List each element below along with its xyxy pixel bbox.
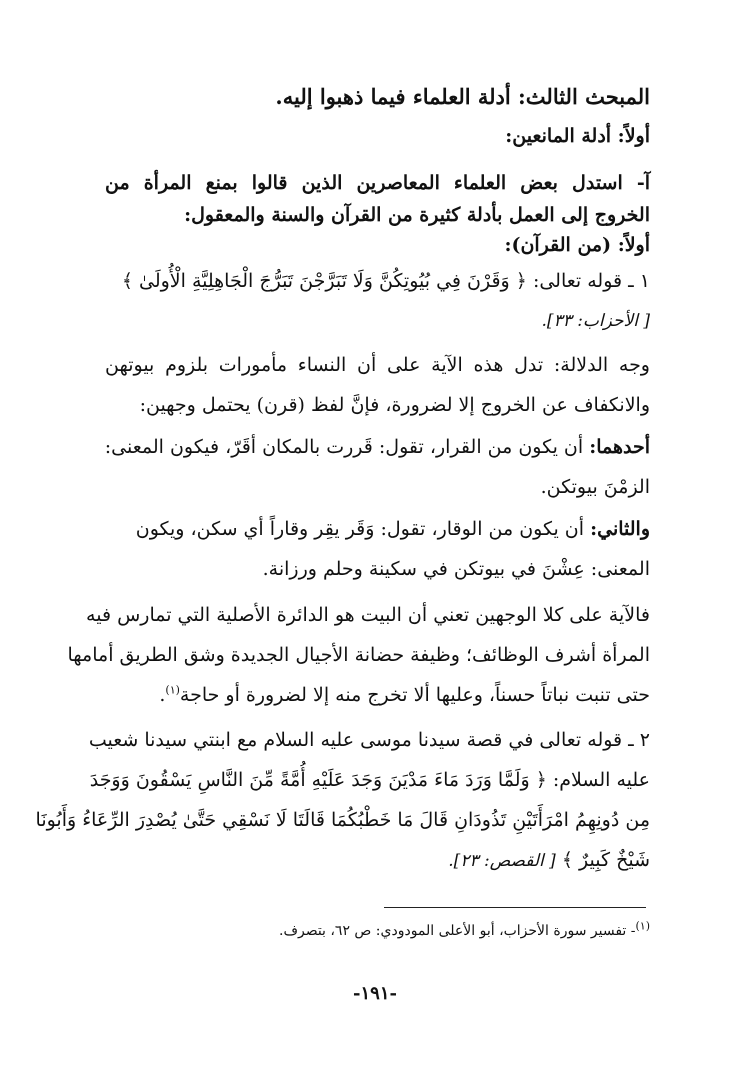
house-line-3-text: حتى تنبت نباتاً حسناً، وعليها ألا تخرج منه إلا لضرورة أو حاجة xyxy=(179,684,650,706)
house-line-2: المرأة أشرف الوظائف؛ وظيفة حضانة الأجيال الجديدة وشق الطريق أمامها xyxy=(67,644,650,666)
section-heading: المبحث الثالث: أدلة العلماء فيما ذهبوا إليه. xyxy=(275,84,650,109)
evidence-2-line-2 xyxy=(89,765,650,795)
second-meaning-line-1 xyxy=(105,514,650,544)
first-meaning-label: أحدهما: xyxy=(589,436,650,458)
house-line-3: حتى تنبت نباتاً حسناً، وعليها ألا تخرج منه إلا لضرورة أو حاجة$^{(١)}$. xyxy=(159,683,650,706)
subheading-opponents: أولاً: أدلة المانعين: xyxy=(505,125,650,147)
footnote xyxy=(105,920,650,942)
evidence-2-reference: [ القصص: ٢٣]. xyxy=(448,851,556,871)
first-meaning-line-1 xyxy=(105,432,650,462)
second-meaning-text: أن يكون من الوقار، تقول: وَقَر يقِر وقاراً أي سكن، ويكون xyxy=(135,518,591,540)
second-meaning-label: والثاني: xyxy=(590,518,650,540)
evidence-2-verse-part-3: شَيْخٌ كَبِيرٌ ﴾ xyxy=(561,849,650,871)
footnote-divider xyxy=(384,907,646,908)
house-line-1: فالآية على كلا الوجهين تعني أن البيت هو الدائرة الأصلية التي تمارس فيه xyxy=(86,604,650,626)
evidence-1 xyxy=(105,266,650,296)
evidence-2-verse-part-1: ﴿ وَلَمَّا وَرَدَ مَاءَ مَدْيَنَ وَجَدَ عَلَيْهِ أُمَّةً مِّنَ النَّاسِ يَسْقُونَ وَوَجَدَ xyxy=(89,769,547,791)
evidence-1-lead: ١ ـ قوله تعالى: xyxy=(532,270,650,292)
evidence-2-line-4 xyxy=(105,845,650,876)
evidence-1-reference: [ الأحزاب: ٣٣]. xyxy=(541,311,650,331)
dalala-line-2: والانكفاف عن الخروج إلا لضرورة، فإنَّ لفظ (قرن) يحتمل وجهين: xyxy=(139,394,650,416)
footnote-reference: (١) xyxy=(165,683,180,697)
dalala-line-1: وجه الدلالة: تدل هذه الآية على أن النساء مأمورات بلزوم بيوتهن xyxy=(105,354,650,376)
second-meaning-line-2: المعنى: عِشْنَ في بيوتكن في سكينة وحلم ورزانة. xyxy=(262,558,650,580)
evidence-2-line-1: ٢ ـ قوله تعالى في قصة سيدنا موسى عليه السلام مع ابنتي سيدنا شعيب xyxy=(88,729,650,751)
page-number: -١٩١- xyxy=(353,983,397,1004)
quran-label: أولاً: (من القرآن): xyxy=(504,234,650,256)
evidence-2-verse-part-2: مِن دُونِهِمُ امْرَأَتَيْنِ تَذُودَانِ قَالَ مَا خَطْبُكُمَا قَالَتَا لَا نَسْقِي حَتَّىٰ يُصْدِرَ الرِّعَاءُ وَأَبُونَا xyxy=(35,809,650,831)
first-meaning-line-2: الزمْنَ بيوتكن. xyxy=(540,476,650,498)
evidence-2-lead: عليه السلام: xyxy=(552,769,650,791)
point-a-line-1: آ- استدل بعض العلماء المعاصرين الذين قالوا بمنع المرأة من xyxy=(105,172,650,194)
footnote-text: - تفسير سورة الأحزاب، أبو الأعلى المودودي: ص ٦٢، بتصرف. xyxy=(279,923,636,939)
point-a-line-2: الخروج إلى العمل بأدلة كثيرة من القرآن والسنة والمعقول: xyxy=(184,204,650,226)
evidence-1-verse: ﴿ وَقَرْنَ فِي بُيُوتِكُنَّ وَلَا تَبَرَّجْنَ تَبَرُّجَ الْجَاهِلِيَّةِ الْأُولَىٰ ﴾ xyxy=(121,270,527,292)
footnote-mark: (١) xyxy=(635,919,650,933)
first-meaning-text: أن يكون من القرار، تقول: قَررت بالمكان أقَرّ، فيكون المعنى: xyxy=(104,436,590,458)
